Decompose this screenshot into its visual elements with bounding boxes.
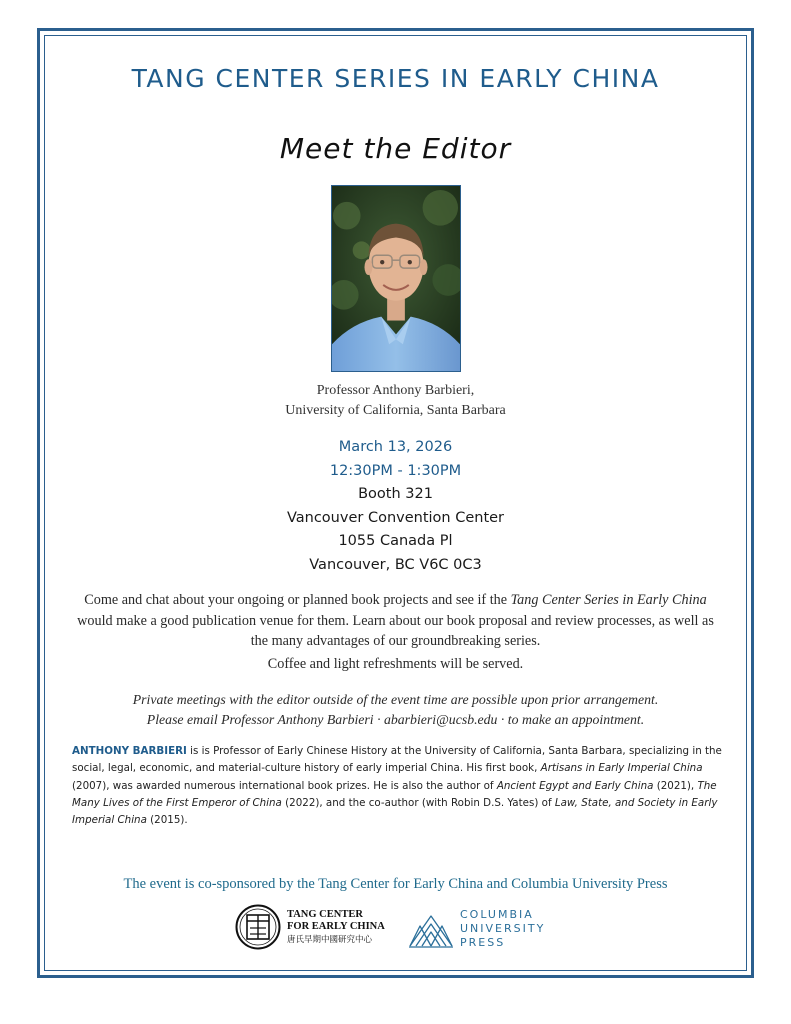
- bio-book-3: The Many Lives of the First Emperor of China: [72, 779, 717, 809]
- caption-affiliation: University of California, Santa Barbara: [285, 403, 506, 418]
- tang-chinese-name: 唐氏早期中國研究中心: [287, 935, 373, 945]
- caption-name: Professor Anthony Barbieri,: [316, 383, 475, 398]
- description-series-name: Tang Center Series in Early China: [510, 592, 707, 608]
- description-part1: Come and chat about your ongoing or planned book projects and see if the: [84, 592, 511, 608]
- refreshments-note: Coffee and light refreshments will be served.: [267, 656, 524, 672]
- sponsor-line: The event is co-sponsored by the Tang Center for Early China and Columbia University Press: [123, 876, 668, 892]
- event-date: March 13, 2026: [338, 439, 453, 455]
- cup-line-press: PRESS: [460, 936, 506, 949]
- bio-text-4: (2022), and the co-author (with Robin D.S. Yates) of: [281, 796, 555, 809]
- event-booth: Booth 321: [358, 486, 433, 502]
- editor-bio: [72, 743, 722, 829]
- cup-line-university: UNIVERSITY: [460, 922, 546, 935]
- cup-line-columbia: COLUMBIA: [460, 908, 534, 921]
- event-title: Meet the Editor: [279, 132, 512, 165]
- event-venue: Vancouver Convention Center: [286, 509, 505, 526]
- event-street: 1055 Canada Pl: [338, 533, 453, 549]
- bio-name: ANTHONY BARBIERI: [72, 745, 187, 757]
- private-meeting-note: [60, 690, 731, 730]
- tang-name-line1: TANG CENTER: [287, 909, 363, 920]
- editor-portrait-icon: [332, 186, 460, 371]
- tang-name-line2: FOR EARLY CHINA: [287, 921, 385, 932]
- bio-text-3: (2021),: [653, 779, 698, 792]
- bio-book-1: Artisans in Early Imperial China: [540, 762, 703, 775]
- description-part2: would make a good publication venue for them. Learn about our book proposal and review processes, as well as the many advantages of our groundbreaking series.: [77, 612, 714, 649]
- bio-text-1: is is Professor of Early Chinese History at the University of California, Santa Barbara, specializing in the social, legal, economic, and material-culture history of early imperial China. His first book,: [72, 745, 722, 775]
- bio-text-2: (2007), was awarded numerous international book prizes. He is also the author of: [72, 779, 497, 792]
- event-time: 12:30PM - 1:30PM: [329, 462, 462, 479]
- event-details: [50, 436, 741, 577]
- private-note-line2: Please email Professor Anthony Barbieri · abarbieri@ucsb.edu · to make an appointment.: [146, 712, 645, 727]
- photo-caption: [50, 381, 741, 421]
- bio-text-5: (2015).: [146, 814, 188, 827]
- crown-icon: [408, 912, 454, 950]
- tang-center-logo: [235, 904, 385, 954]
- event-description: [72, 590, 719, 652]
- editor-photo: [331, 185, 461, 372]
- columbia-press-logo: [408, 906, 558, 954]
- private-note-line1: Private meetings with the editor outside of the event time are possible upon prior arrangement.: [132, 692, 659, 707]
- bio-book-2: Ancient Egypt and Early China: [496, 779, 654, 792]
- series-title: TANG CENTER SERIES IN EARLY CHINA: [131, 64, 660, 93]
- bio-book-4: Law, State, and Society in Early Imperial China: [72, 796, 718, 827]
- tang-seal-icon: [235, 904, 281, 950]
- event-city: Vancouver, BC V6C 0C3: [309, 556, 482, 573]
